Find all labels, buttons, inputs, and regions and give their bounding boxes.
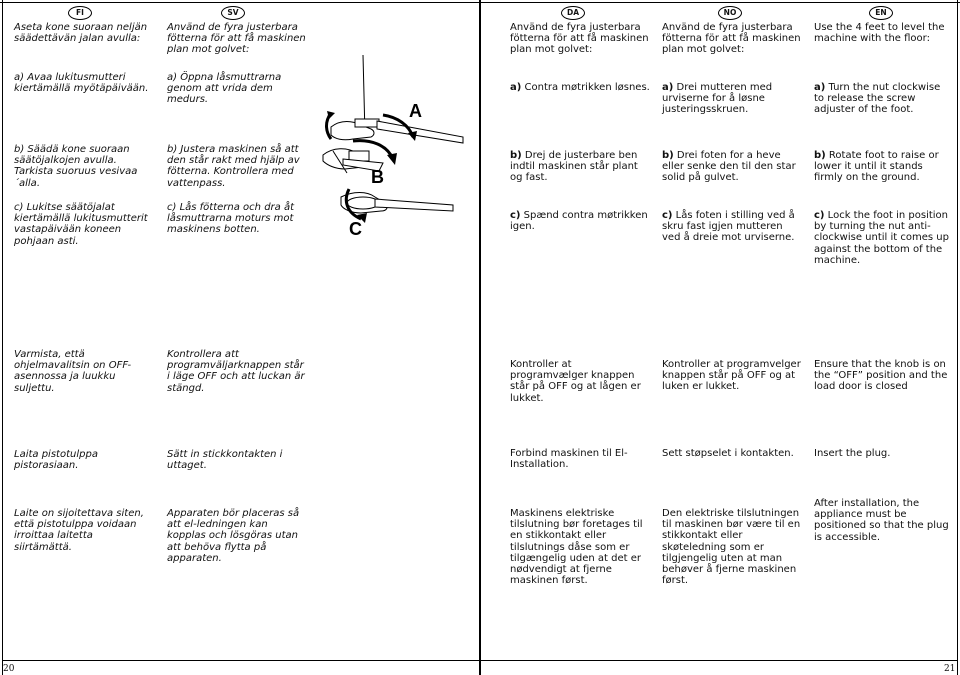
fi-step-c: c) Lukitse säätöjalat kiertämällä lukitusmutterit vastapäivään koneen pohjaan asti. <box>14 202 148 247</box>
sv-knob-check: Kontrollera att programväljarknappen står i läge OFF och att luckan är stängd. <box>167 349 305 394</box>
right-margin-rule <box>957 0 958 675</box>
da-step-a-label: a) <box>510 82 522 93</box>
bottom-rule-left <box>2 660 480 661</box>
sv-step-a: a) Öppna låsmuttrarna genom att vrida dem medurs. <box>167 72 282 106</box>
no-intro: Använd de fyra justerbara fötterna för att få maskinen plan mot golvet: <box>662 22 801 56</box>
lang-badge-fi: FI <box>68 6 92 20</box>
en-step-a <box>814 82 952 116</box>
en-plug-in: Insert the plug. <box>814 448 891 459</box>
fi-plug-in: Laita pistotulppa pistorasiaan. <box>14 449 98 472</box>
sv-plug-access: Apparaten bör placeras så att el-ledningen kan kopplas och lösgöras utan att behöva flytta på apparaten. <box>167 508 300 564</box>
en-step-b-text: Rotate foot to raise or lower it until it stands firmly on the ground. <box>814 150 939 184</box>
da-step-b-text: Drej de justerbare ben indtil maskinen står plant og fast. <box>510 150 638 184</box>
no-step-c <box>662 210 802 244</box>
en-step-a-text: Turn the nut clockwise to release the screw adjuster of the foot. <box>814 82 941 116</box>
da-step-b-label: b) <box>510 150 522 161</box>
da-knob-check: Kontroller at programvælger knappen står på OFF og at lågen er lukket. <box>510 359 641 404</box>
en-step-c <box>814 210 952 266</box>
label-b: B <box>371 167 384 187</box>
label-c: C <box>349 219 362 239</box>
da-plug-in: Forbind maskinen til El-Installation. <box>510 448 628 471</box>
sv-step-c: c) Lås fötterna och dra åt låsmuttrarna moturs mot maskinens botten. <box>167 202 295 236</box>
no-step-b-label: b) <box>662 150 674 161</box>
no-step-a-label: a) <box>662 82 674 93</box>
leveling-feet-drawing <box>313 55 495 255</box>
no-step-a <box>662 82 802 116</box>
fi-intro: Aseta kone suoraan neljän säädettävän jalan avulla: <box>14 22 148 45</box>
da-step-a-text: Contra møtrikken løsnes. <box>521 82 650 93</box>
fi-step-a: a) Avaa lukitusmutteri kiertämällä myötäpäivään. <box>14 72 149 95</box>
lang-badge-en: EN <box>869 6 893 20</box>
en-step-c-label: c) <box>814 210 825 221</box>
da-step-c-label: c) <box>510 210 521 221</box>
no-plug-access: Den elektriske tilslutningen til maskinen bør være til en stikkontakt eller skøteledning som er tilgjengelig uten at man behøver å fjerne maskinen først. <box>662 508 801 587</box>
da-step-a <box>510 82 650 93</box>
no-step-b-text: Drei foten for a heve eller senke den til den star solid på gulvet. <box>662 150 796 184</box>
fi-plug-access: Laite on sijoitettava siten, että pistotulppa voidaan irroittaa laitetta siirtämättä. <box>14 508 144 553</box>
da-step-b <box>510 150 650 184</box>
en-intro: Use the 4 feet to level the machine with the floor: <box>814 22 945 45</box>
label-a: A <box>409 101 422 121</box>
en-knob-check: Ensure that the knob is on the “OFF” position and the load door is closed <box>814 359 948 393</box>
sv-step-b: b) Justera maskinen så att den står rakt med hjälp av fötterna. Kontrollera med vattenpass. <box>167 144 300 189</box>
lang-header-fi <box>10 0 150 17</box>
page-number-right: 21 <box>944 664 956 674</box>
lang-badge-no: NO <box>718 6 742 20</box>
no-knob-check: Kontroller at programvelger knappen står på OFF og at luken er lukket. <box>662 359 801 393</box>
sv-plug-in: Sätt in stickkontakten i uttaget. <box>167 449 283 472</box>
left-margin-rule <box>2 0 3 675</box>
fi-step-b: b) Säädä kone suoraan säätöjalkojen avulla. Tarkista suoruus vesivaa´alla. <box>14 144 138 189</box>
en-step-b <box>814 150 952 184</box>
en-step-b-label: b) <box>814 150 826 161</box>
sv-intro: Använd de fyra justerbara fötterna för att få maskinen plan mot golvet: <box>167 22 306 56</box>
da-step-c <box>510 210 650 232</box>
no-step-a-text: Drei mutteren med urviserne for å løsne justeringsskruen. <box>662 82 773 116</box>
lang-badge-da: DA <box>561 6 585 20</box>
fi-knob-check: Varmista, että ohjelmavalitsin on OFF-asennossa ja luukku suljettu. <box>14 349 132 394</box>
da-intro: Använd de fyra justerbara fötterna för att få maskinen plan mot golvet: <box>510 22 649 56</box>
lang-badge-sv: SV <box>221 6 245 20</box>
lang-header-no <box>660 0 800 17</box>
no-plug-in: Sett støpselet i kontakten. <box>662 448 794 459</box>
lang-header-da <box>503 0 643 17</box>
bottom-rule-right <box>481 660 958 661</box>
da-plug-access: Maskinens elektriske tilslutning bør foretages til en stikkontakt eller tilslutnings dåse som er tilgængelig uden at det er nødvendigt at fjerne maskinen først. <box>510 508 643 587</box>
no-step-b <box>662 150 802 184</box>
leveling-feet-illustration <box>313 55 495 255</box>
lang-header-en <box>811 0 951 17</box>
no-step-c-label: c) <box>662 210 673 221</box>
no-step-c-text: Lås foten i stilling ved å skru fast igjen mutteren ved å dreie mot urviserne. <box>662 210 795 244</box>
da-step-c-text: Spænd contra møtrikken igen. <box>510 210 648 233</box>
lang-header-sv <box>163 0 303 17</box>
page-number-left: 20 <box>3 664 15 674</box>
en-step-c-text: Lock the foot in position by turning the nut anti-clockwise until it comes up against the bottom of the machine. <box>814 210 949 266</box>
en-step-a-label: a) <box>814 82 826 93</box>
en-plug-access: After installation, the appliance must be positioned so that the plug is accessible. <box>814 498 949 543</box>
